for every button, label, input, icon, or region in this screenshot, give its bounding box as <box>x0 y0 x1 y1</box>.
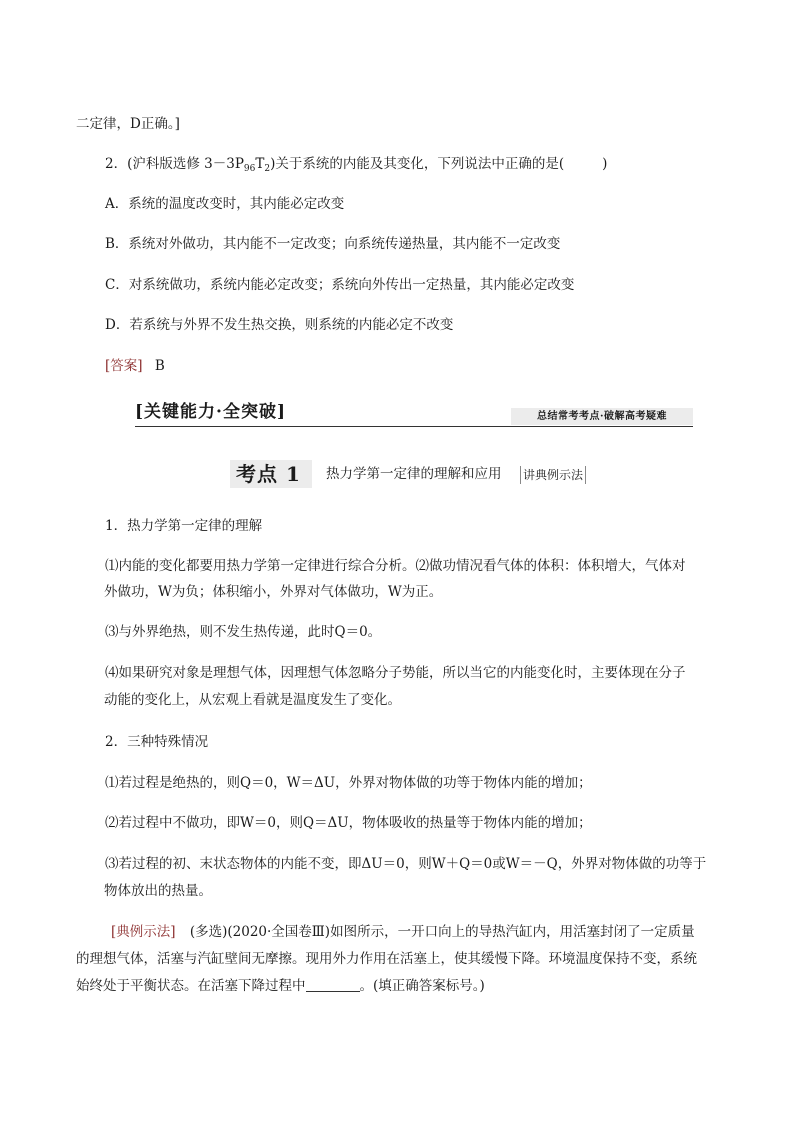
example-line-3: 始终处于平衡状态。在活塞下降过程中 。(填正确答案标号。) <box>76 978 485 994</box>
paragraph-1a: ⑴内能的变化都要用热力学第一定律进行综合分析。⑵做功情况看气体的体积：体积增大，气体对 <box>105 558 686 574</box>
option-b: B．系统对外做功，其内能不一定改变；向系统传递热量，其内能不一定改变 <box>105 236 561 252</box>
paragraph-4b: 动能的变化上，从宏观上看就是温度发生了变化。 <box>104 692 401 708</box>
kaodian-label: 考点 1 <box>236 462 301 486</box>
banner-subtitle: 总结常考考点·破解高考疑难 <box>511 408 693 425</box>
option-a: A．系统的温度改变时，其内能必定改变 <box>105 196 345 212</box>
text-line: 二定律，D正确。] <box>76 116 180 132</box>
example-line-1: [典例示法] (多选)(2020·全国卷Ⅲ)如图所示，一开口向上的导热汽缸内，用活塞封闭了一定质量 <box>111 924 695 940</box>
option-d: D．若系统与外界不发生热交换，则系统的内能必定不改变 <box>105 317 454 333</box>
paragraph-3: ⑶与外界绝热，则不发生热传递，此时Q＝0。 <box>105 624 382 640</box>
paragraph-4a: ⑷如果研究对象是理想气体，因理想气体忽略分子势能，所以当它的内能变化时，主要体现在分子 <box>105 665 686 681</box>
answer-line <box>105 356 165 376</box>
section-banner <box>135 400 693 427</box>
heading-2: 2．三种特殊情况 <box>105 734 209 750</box>
answer-blank <box>306 977 360 992</box>
banner-title: [关键能力·全突破] <box>135 402 287 422</box>
paragraph-1b: 外做功，W为负；体积缩小，外界对气体做功，W为正。 <box>104 584 443 600</box>
answer-value: B <box>154 358 165 374</box>
kaodian-title: 热力学第一定律的理解和应用 <box>326 466 502 482</box>
example-tag: [典例示法] <box>111 924 176 940</box>
special-case-3b: 物体放出的热量。 <box>104 883 212 899</box>
option-c: C．对系统做功，系统内能必定改变；系统向外传出一定热量，其内能必定改变 <box>105 277 575 293</box>
special-case-3a: ⑶若过程的初、末状态物体的内能不变，即ΔU＝0，则W＋Q＝0或W＝－Q，外界对物体做的功等于 <box>105 856 707 872</box>
heading-1: 1．热力学第一定律的理解 <box>105 518 263 534</box>
example-line-2: 的理想气体，活塞与汽缸壁间无摩擦。现用外力作用在活塞上，使其缓慢下降。环境温度保持不变，系统 <box>76 951 697 967</box>
question-2: 2．(沪科版选修 $3-3P_{96}T_2$)关于系统的内能及其变化，下列说法中正确的是( ) <box>105 156 608 174</box>
answer-tag: [答案] <box>105 358 143 374</box>
kaodian-method: 讲典例示法 <box>520 466 586 484</box>
kaodian-header <box>230 460 650 490</box>
special-case-2: ⑵若过程中不做功，即W＝0，则Q＝ΔU，物体吸收的热量等于物体内能的增加； <box>105 815 592 831</box>
special-case-1: ⑴若过程是绝热的，则Q＝0，W＝ΔU，外界对物体做的功等于物体内能的增加； <box>105 775 592 791</box>
